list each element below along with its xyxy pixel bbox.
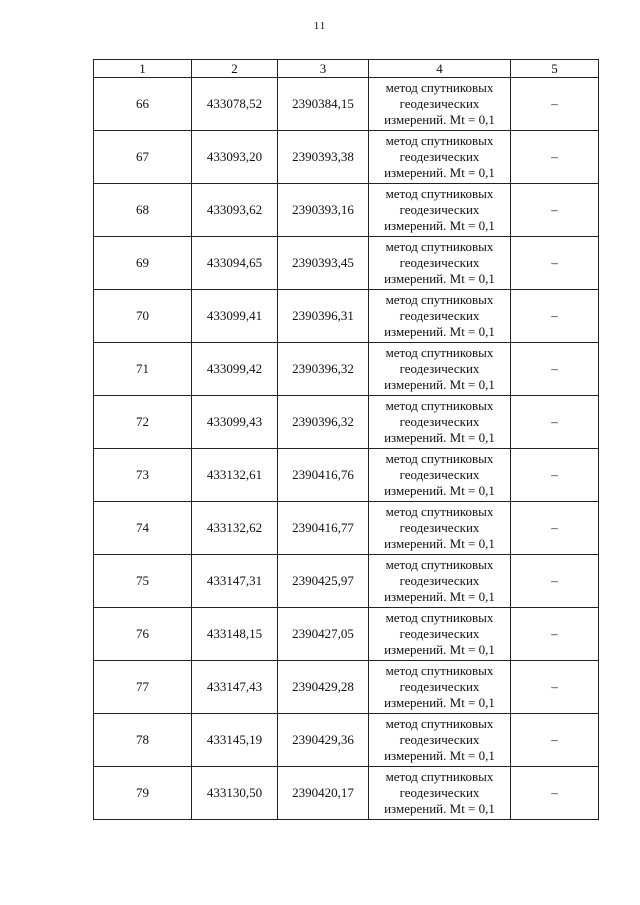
method-line-2: геодезических <box>399 149 480 164</box>
header-col-5: 5 <box>511 60 599 78</box>
method-line-3: измерений. Mt = 0,1 <box>384 324 495 339</box>
coord-y: 2390396,32 <box>278 396 369 449</box>
method-line-3: измерений. Mt = 0,1 <box>384 589 495 604</box>
coord-x: 433099,41 <box>192 290 278 343</box>
point-number: 77 <box>94 661 192 714</box>
method-line-2: геодезических <box>399 732 480 747</box>
coord-x: 433130,50 <box>192 767 278 820</box>
note-dash: – <box>511 555 599 608</box>
method-line-1: метод спутниковых <box>385 186 494 201</box>
point-number: 69 <box>94 237 192 290</box>
method-line-1: метод спутниковых <box>385 398 494 413</box>
coord-x: 433148,15 <box>192 608 278 661</box>
point-number: 66 <box>94 78 192 131</box>
table-row <box>94 343 599 396</box>
method-line-1: метод спутниковых <box>385 610 494 625</box>
coord-x: 433147,31 <box>192 555 278 608</box>
note-dash: – <box>511 290 599 343</box>
table-row <box>94 396 599 449</box>
coord-x: 433093,20 <box>192 131 278 184</box>
method-line-3: измерений. Mt = 0,1 <box>384 536 495 551</box>
header-col-4: 4 <box>369 60 511 78</box>
method-line-3: измерений. Mt = 0,1 <box>384 377 495 392</box>
table-row <box>94 449 599 502</box>
coord-x: 433094,65 <box>192 237 278 290</box>
coord-x: 433145,19 <box>192 714 278 767</box>
table-row <box>94 78 599 131</box>
method-line-2: геодезических <box>399 679 480 694</box>
method-line-1: метод спутниковых <box>385 345 494 360</box>
coord-y: 2390393,45 <box>278 237 369 290</box>
note-dash: – <box>511 502 599 555</box>
table-row <box>94 767 599 820</box>
header-col-2: 2 <box>192 60 278 78</box>
point-number: 74 <box>94 502 192 555</box>
method-line-1: метод спутниковых <box>385 451 494 466</box>
method-cell <box>369 502 511 555</box>
coord-y: 2390429,28 <box>278 661 369 714</box>
coord-y: 2390425,97 <box>278 555 369 608</box>
coord-x: 433078,52 <box>192 78 278 131</box>
note-dash: – <box>511 661 599 714</box>
table-row <box>94 131 599 184</box>
method-line-3: измерений. Mt = 0,1 <box>384 218 495 233</box>
coord-y: 2390416,77 <box>278 502 369 555</box>
point-number: 68 <box>94 184 192 237</box>
method-line-3: измерений. Mt = 0,1 <box>384 165 495 180</box>
table-row <box>94 290 599 343</box>
coord-y: 2390396,32 <box>278 343 369 396</box>
note-dash: – <box>511 237 599 290</box>
note-dash: – <box>511 184 599 237</box>
note-dash: – <box>511 396 599 449</box>
note-dash: – <box>511 343 599 396</box>
method-cell <box>369 237 511 290</box>
point-number: 76 <box>94 608 192 661</box>
note-dash: – <box>511 131 599 184</box>
coord-x: 433132,62 <box>192 502 278 555</box>
coord-y: 2390396,31 <box>278 290 369 343</box>
method-cell <box>369 131 511 184</box>
method-cell <box>369 714 511 767</box>
method-line-1: метод спутниковых <box>385 292 494 307</box>
note-dash: – <box>511 449 599 502</box>
coord-y: 2390393,38 <box>278 131 369 184</box>
method-line-2: геодезических <box>399 361 480 376</box>
point-number: 72 <box>94 396 192 449</box>
method-line-2: геодезических <box>399 202 480 217</box>
header-col-3: 3 <box>278 60 369 78</box>
point-number: 71 <box>94 343 192 396</box>
method-line-2: геодезических <box>399 96 480 111</box>
method-line-3: измерений. Mt = 0,1 <box>384 748 495 763</box>
method-cell <box>369 449 511 502</box>
note-dash: – <box>511 714 599 767</box>
method-line-1: метод спутниковых <box>385 663 494 678</box>
header-col-1: 1 <box>94 60 192 78</box>
method-line-2: геодезических <box>399 573 480 588</box>
point-number: 75 <box>94 555 192 608</box>
method-cell <box>369 343 511 396</box>
method-line-2: геодезических <box>399 520 480 535</box>
page-number: 11 <box>313 20 327 32</box>
method-line-1: метод спутниковых <box>385 239 494 254</box>
method-cell <box>369 767 511 820</box>
coord-x: 433132,61 <box>192 449 278 502</box>
table-row <box>94 502 599 555</box>
point-number: 67 <box>94 131 192 184</box>
method-line-1: метод спутниковых <box>385 80 494 95</box>
method-line-3: измерений. Mt = 0,1 <box>384 271 495 286</box>
method-line-3: измерений. Mt = 0,1 <box>384 642 495 657</box>
method-line-2: геодезических <box>399 308 480 323</box>
method-line-3: измерений. Mt = 0,1 <box>384 430 495 445</box>
coord-x: 433147,43 <box>192 661 278 714</box>
table-row <box>94 608 599 661</box>
note-dash: – <box>511 767 599 820</box>
point-number: 73 <box>94 449 192 502</box>
method-line-1: метод спутниковых <box>385 504 494 519</box>
method-cell <box>369 608 511 661</box>
point-number: 79 <box>94 767 192 820</box>
note-dash: – <box>511 78 599 131</box>
method-cell <box>369 290 511 343</box>
method-line-1: метод спутниковых <box>385 557 494 572</box>
method-cell <box>369 184 511 237</box>
coord-y: 2390384,15 <box>278 78 369 131</box>
method-line-1: метод спутниковых <box>385 133 494 148</box>
point-number: 70 <box>94 290 192 343</box>
table-header-row <box>94 60 599 78</box>
coord-y: 2390420,17 <box>278 767 369 820</box>
method-line-2: геодезических <box>399 255 480 270</box>
coordinates-table <box>93 59 599 820</box>
coord-x: 433099,43 <box>192 396 278 449</box>
method-line-1: метод спутниковых <box>385 769 494 784</box>
table-row <box>94 555 599 608</box>
coord-x: 433099,42 <box>192 343 278 396</box>
method-line-2: геодезических <box>399 414 480 429</box>
note-dash: – <box>511 608 599 661</box>
method-cell <box>369 555 511 608</box>
table-row <box>94 661 599 714</box>
coord-y: 2390429,36 <box>278 714 369 767</box>
method-line-2: геодезических <box>399 785 480 800</box>
coord-x: 433093,62 <box>192 184 278 237</box>
coord-y: 2390416,76 <box>278 449 369 502</box>
method-line-3: измерений. Mt = 0,1 <box>384 112 495 127</box>
method-line-3: измерений. Mt = 0,1 <box>384 801 495 816</box>
method-line-3: измерений. Mt = 0,1 <box>384 483 495 498</box>
method-cell <box>369 396 511 449</box>
table-row <box>94 184 599 237</box>
coord-y: 2390393,16 <box>278 184 369 237</box>
coord-y: 2390427,05 <box>278 608 369 661</box>
table-row <box>94 714 599 767</box>
method-cell <box>369 78 511 131</box>
method-line-3: измерений. Mt = 0,1 <box>384 695 495 710</box>
method-line-2: геодезических <box>399 467 480 482</box>
point-number: 78 <box>94 714 192 767</box>
method-cell <box>369 661 511 714</box>
table-row <box>94 237 599 290</box>
method-line-2: геодезических <box>399 626 480 641</box>
method-line-1: метод спутниковых <box>385 716 494 731</box>
